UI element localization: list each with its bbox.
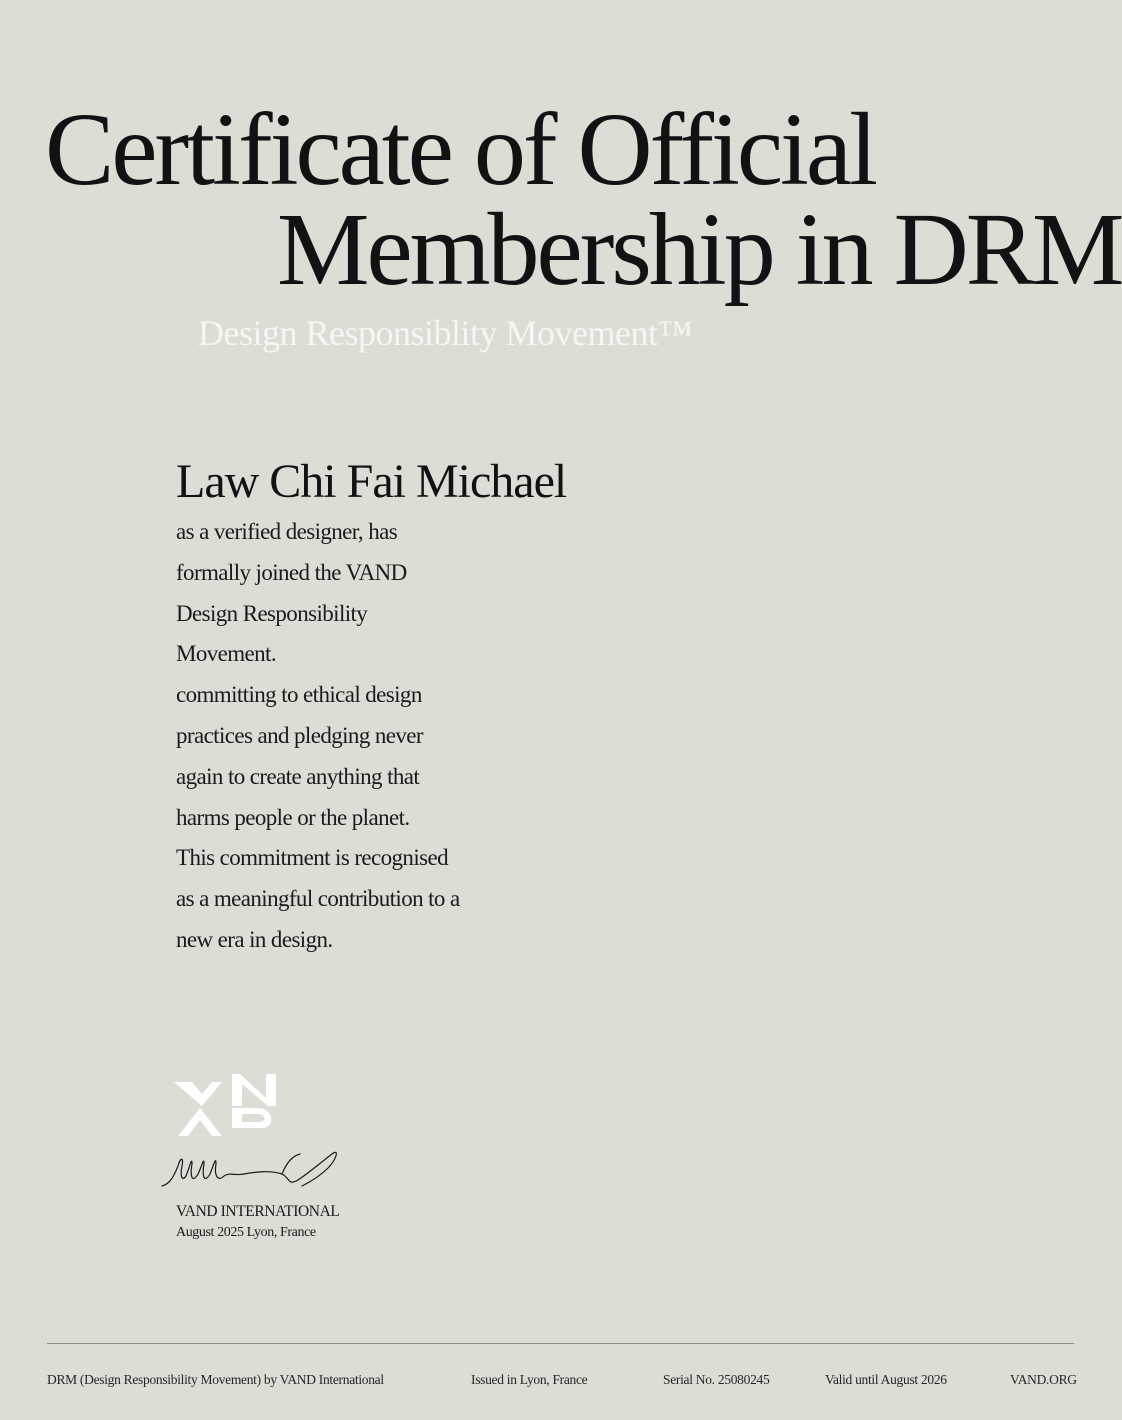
vand-logo — [172, 1072, 280, 1138]
body-paragraph-2: committing to ethical design practices and pledging never again to create anything that harms people or the planet. — [176, 682, 423, 830]
footer-issued: Issued in Lyon, France — [471, 1372, 588, 1387]
recipient-name: Law Chi Fai Michael — [176, 455, 567, 508]
certificate-body — [176, 512, 461, 961]
footer-program: DRM (Design Responsibility Movement) by VAND International — [47, 1372, 384, 1387]
footer-website[interactable]: VAND.ORG — [1010, 1372, 1077, 1387]
signature — [160, 1146, 340, 1194]
footer-valid: Valid until August 2026 — [825, 1372, 947, 1387]
title-line-2: Membership in DRM — [277, 192, 1122, 307]
certificate-title — [45, 92, 1122, 307]
issue-date-place: August 2025 Lyon, France — [176, 1225, 316, 1240]
footer-serial: Serial No. 25080245 — [663, 1372, 770, 1387]
body-paragraph-1: as a verified designer, has formally joined the VAND Design Responsibility Movement. — [176, 519, 407, 667]
issuer-name: VAND INTERNATIONAL — [176, 1203, 340, 1220]
body-paragraph-3: This commitment is recognised as a meaningful contribution to a new era in design. — [176, 845, 460, 952]
subtitle: Design Responsiblity Movement™ — [198, 313, 693, 353]
title-line-1: Certificate of Official — [45, 92, 875, 207]
footer-divider — [47, 1343, 1074, 1344]
